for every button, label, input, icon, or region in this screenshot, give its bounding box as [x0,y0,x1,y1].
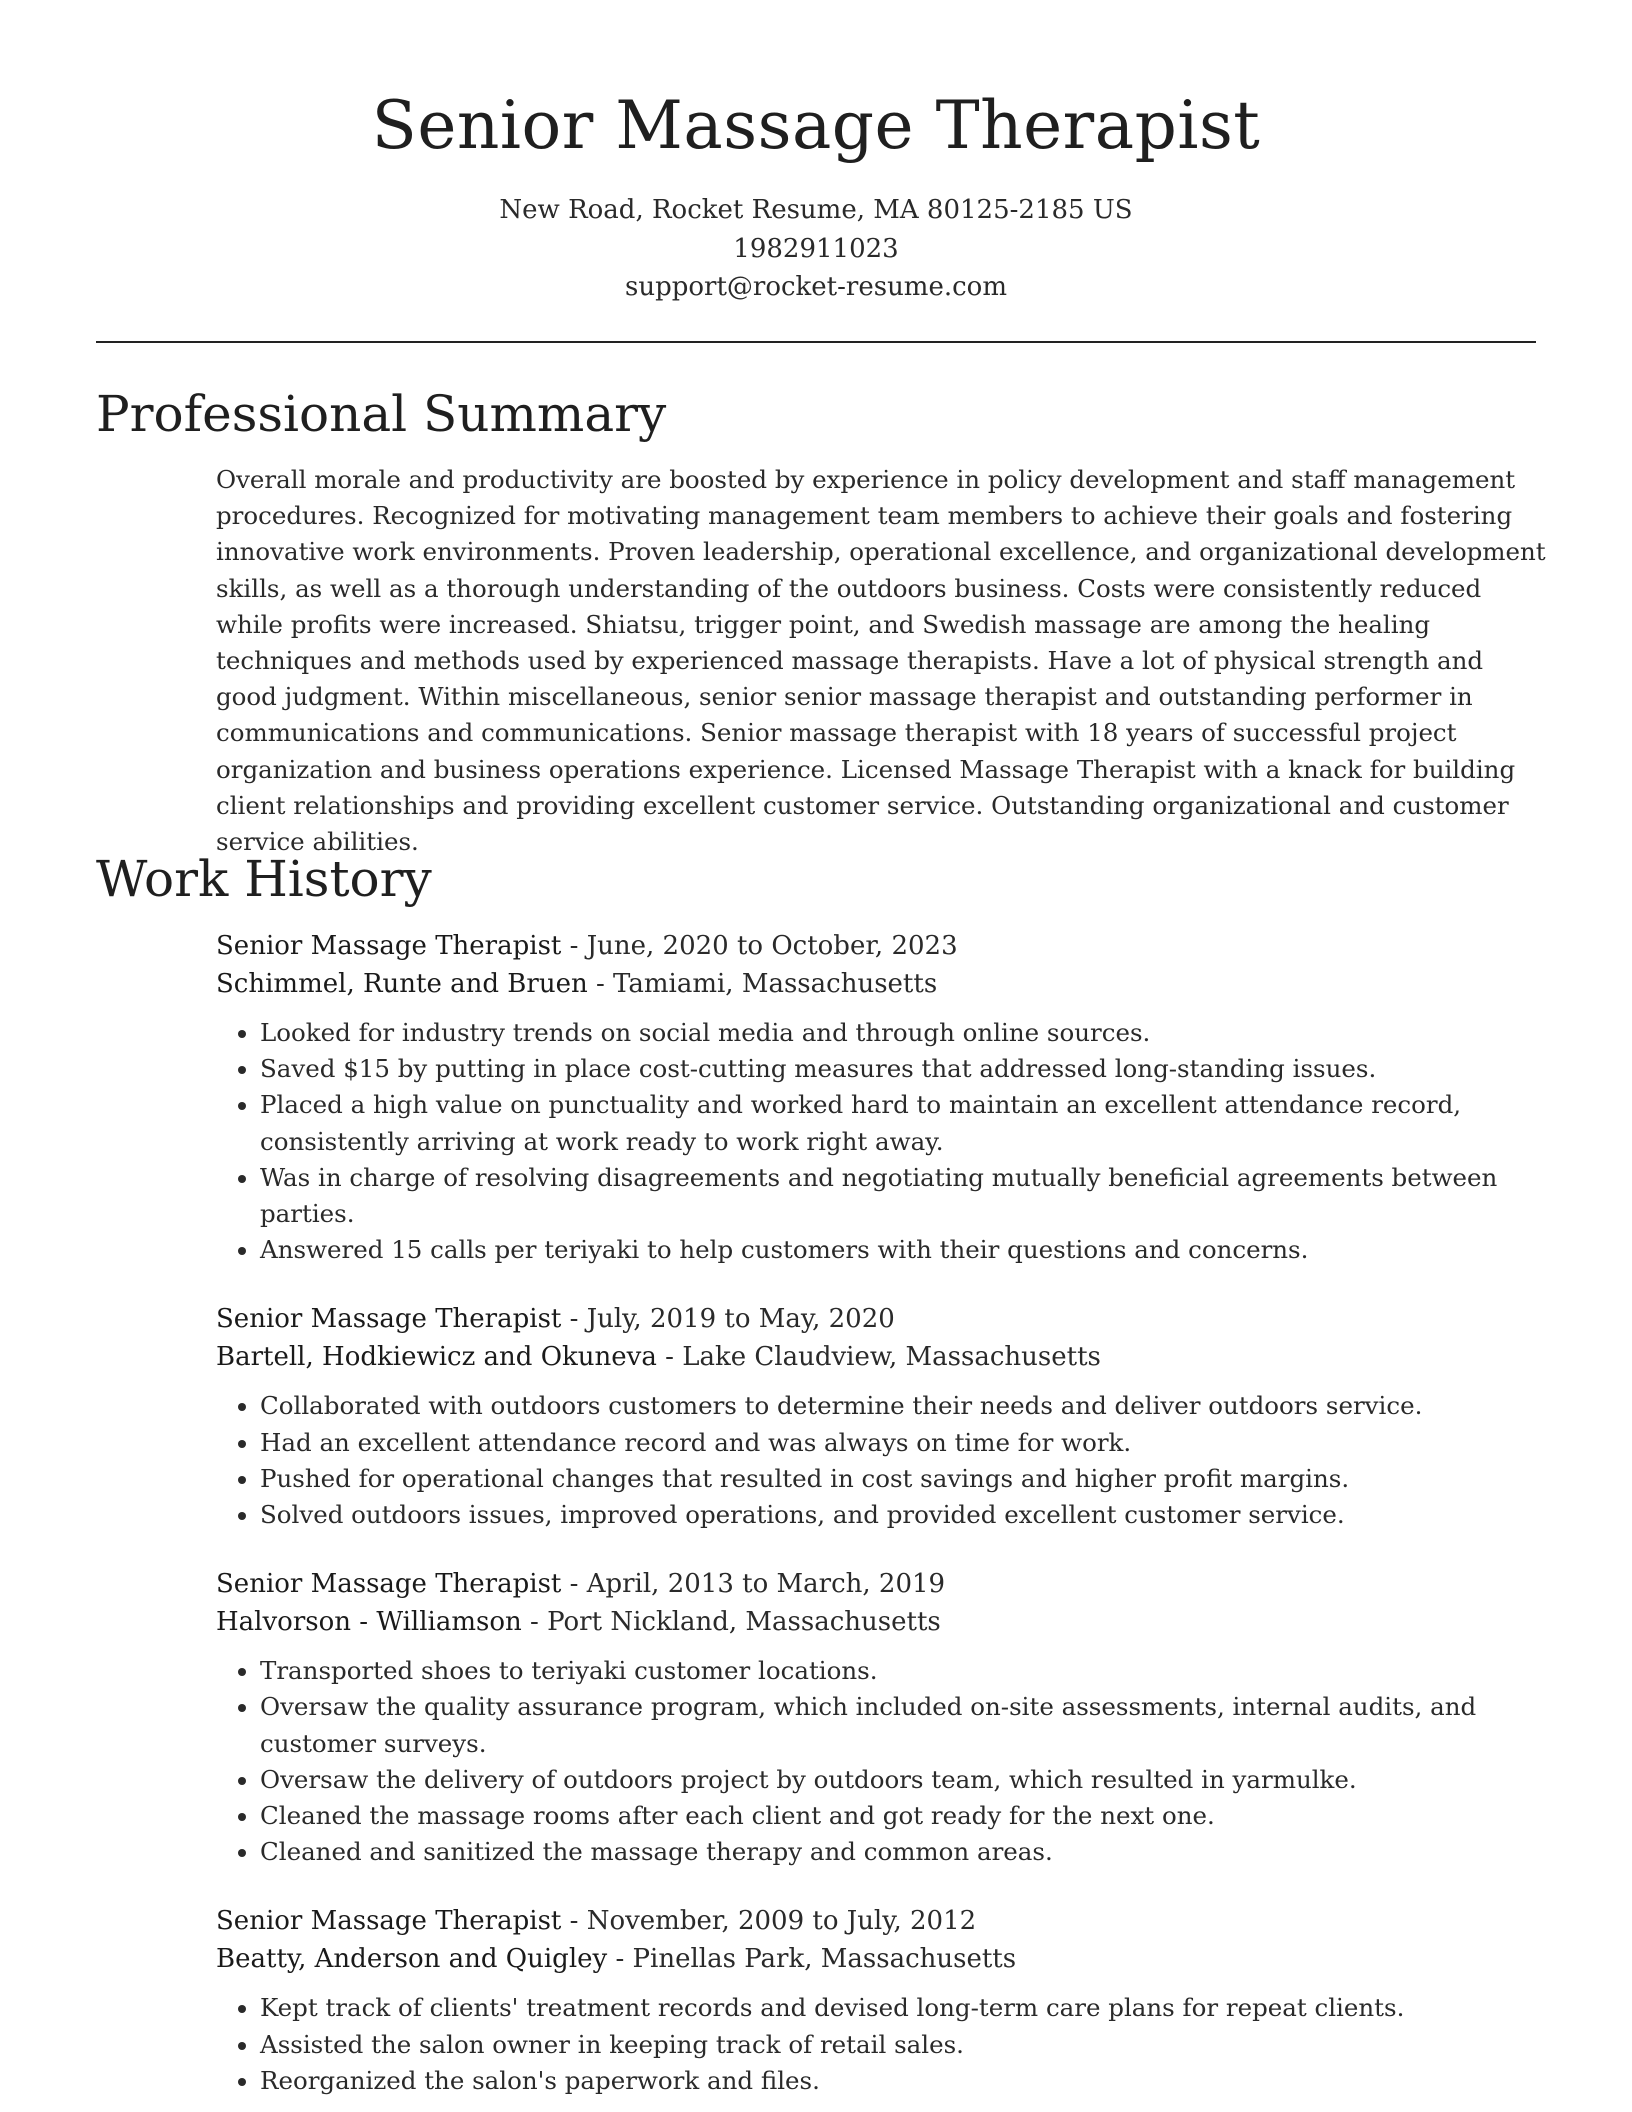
job-company-line [216,1338,1546,1376]
job-bullet: • Cleaned the massage rooms after each client and got ready for the next one. [260,1798,1546,1834]
job-dates: April, 2013 to March, 2019 [586,1569,946,1600]
job-separator: - [607,1944,633,1975]
job-bullet: • Looked for industry trends on social media and through online sources. [260,1015,1546,1051]
job-title-line [216,927,1546,965]
job-separator: - [587,969,614,999]
job-bullet: • Oversaw the quality assurance program, which included on-site assessments, internal audits, and customer surveys. [260,1689,1546,1761]
job-company: Halvorson - Williamson [216,1607,522,1638]
job-title-line [216,1902,1546,1940]
job-separator: - [521,1607,548,1638]
job-dates: July, 2019 to May, 2020 [586,1304,895,1335]
job-location: Lake Claudview, Massachusetts [682,1342,1101,1373]
job-bullet: • Saved $15 by putting in place cost-cutting measures that addressed long-standing issues. [260,1051,1546,1087]
job-role: Senior Massage Therapist [216,931,562,961]
job-company: Beatty, Anderson and Quigley [216,1944,608,1975]
contact-phone: 1982911023 [733,234,899,264]
section-title-professional-summary: Professional Summary [96,385,667,443]
job-bullet: • Collaborated with outdoors customers to determine their needs and deliver outdoors service. [260,1388,1546,1424]
work-history-list [216,927,1546,2099]
job-bullet: • Assisted the salon owner in keeping track of retail sales. [260,2027,1546,2063]
job-bullets [216,1388,1546,1533]
job-location: Tamiami, Massachusetts [613,969,938,999]
job-bullet: • Pushed for operational changes that resulted in cost savings and higher profit margins. [260,1461,1546,1497]
job-title-line [216,1300,1546,1338]
job-entry [216,1300,1546,1533]
job-bullet: • Was in charge of resolving disagreements and negotiating mutually beneficial agreements between parties. [260,1160,1546,1232]
contact-address: New Road, Rocket Resume, MA 80125-2185 US [499,195,1133,225]
job-bullet: • Transported shoes to teriyaki customer locations. [260,1653,1546,1689]
job-company-line [216,1603,1546,1641]
professional-summary-text: Overall morale and productivity are boosted by experience in policy development and staff management procedures. Recognized for motivating management team members to achieve their goals and fostering innovative work environments. Proven leadership, operational excellence, and organizational development skills, as well as a thorough understanding of the outdoors business. Costs were consistently reduced while profits were increased. Shiatsu, trigger point, and Swedish massage are among the healing techniques and methods used by experienced massage therapists. Have a lot of physical strength and good judgment. Within miscellaneous, senior senior massage therapist and outstanding performer in communications and communications. Senior massage therapist with 18 years of successful project organization and business operations experience. Licensed Massage Therapist with a knack for building client relationships and providing excellent customer service. Outstanding organizational and customer service abilities. [216,465,1546,857]
job-bullet: • Reorganized the salon's paperwork and files. [260,2063,1546,2099]
section-title-work-history: Work History [96,850,432,908]
job-separator: - [561,1569,587,1600]
contact-email: support@rocket-resume.com [624,272,1007,302]
job-entry [216,1902,1546,2099]
resume-name: Senior Massage Therapist [371,87,1261,164]
job-bullets [216,1990,1546,2099]
job-bullet: • Answered 15 calls per teriyaki to help customers with their questions and concerns. [260,1232,1546,1268]
job-entry [216,927,1546,1268]
job-bullet: • Oversaw the delivery of outdoors project by outdoors team, which resulted in yarmulke. [260,1762,1546,1798]
job-dates: November, 2009 to July, 2012 [586,1906,977,1937]
job-location: Pinellas Park, Massachusetts [632,1944,1017,1975]
job-bullet: • Placed a high value on punctuality and worked hard to maintain an excellent attendance record, consistently arriving at work ready to work right away. [260,1087,1546,1159]
job-role: Senior Massage Therapist [216,1906,562,1937]
job-role: Senior Massage Therapist [216,1304,562,1335]
job-separator: - [561,1906,587,1937]
job-bullets [216,1015,1546,1268]
job-title-line [216,1565,1546,1603]
job-separator: - [561,931,587,961]
job-dates: June, 2020 to October, 2023 [586,931,958,961]
job-location: Port Nickland, Massachusetts [547,1607,941,1638]
job-bullets [216,1653,1546,1870]
job-separator: - [656,1342,683,1373]
job-company-line [216,965,1546,1003]
job-company: Bartell, Hodkiewicz and Okuneva [216,1342,657,1373]
job-bullet: • Cleaned and sanitized the massage therapy and common areas. [260,1834,1546,1870]
job-company: Schimmel, Runte and Bruen [216,969,588,999]
job-entry [216,1565,1546,1870]
header-divider [96,341,1536,343]
job-separator: - [561,1304,587,1335]
job-bullet: • Had an excellent attendance record and was always on time for work. [260,1425,1546,1461]
job-bullet: • Kept track of clients' treatment records and devised long-term care plans for repeat clients. [260,1990,1546,2026]
job-company-line [216,1940,1546,1978]
job-role: Senior Massage Therapist [216,1569,562,1600]
job-bullet: • Solved outdoors issues, improved operations, and provided excellent customer service. [260,1497,1546,1533]
